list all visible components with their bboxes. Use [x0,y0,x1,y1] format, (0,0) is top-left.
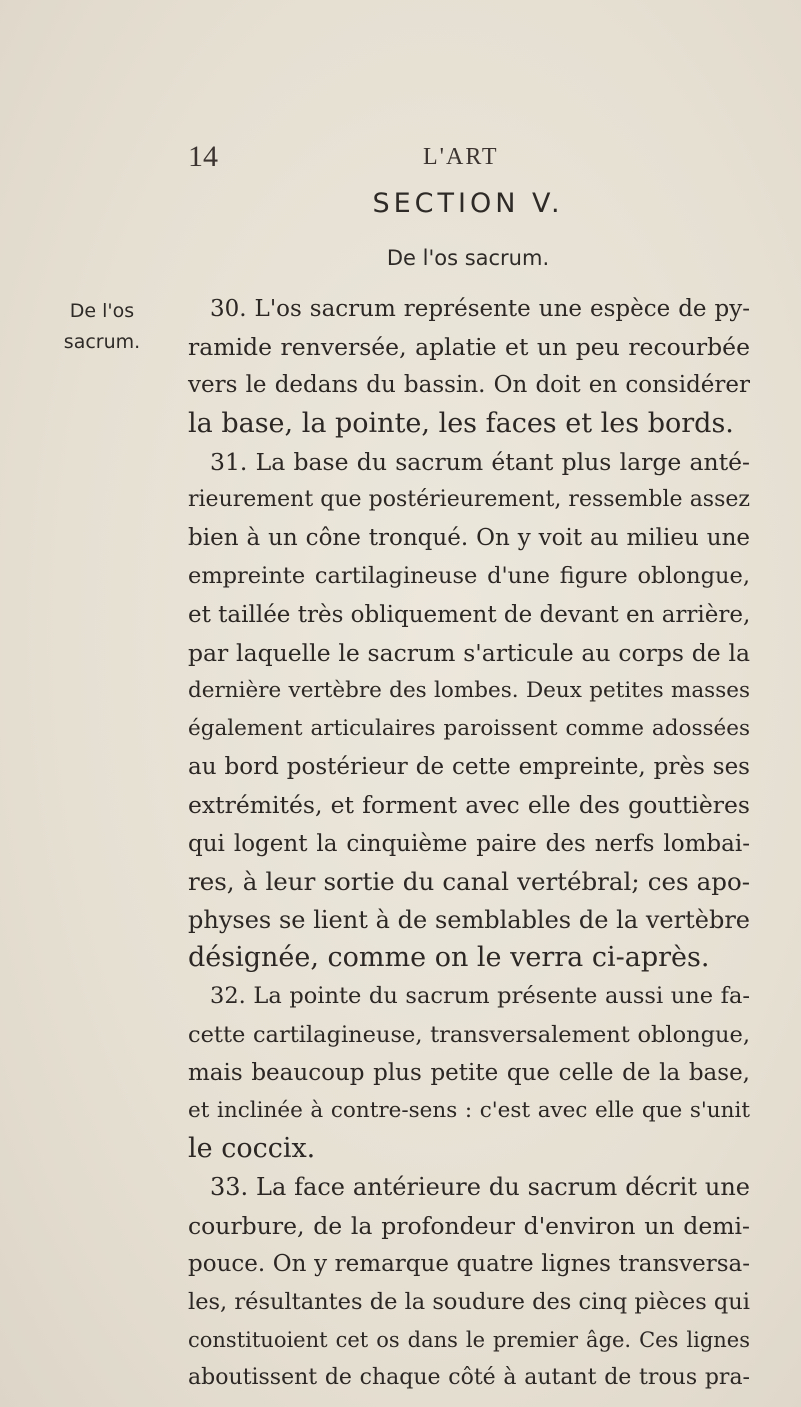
text-line: et taillée très obliquement de devant en arrière, [188,601,751,628]
text-line: empreinte cartilagineuse d'une figure oblongue, [188,563,750,590]
text-line: désignée, comme on le verra ci-après. [188,942,710,974]
margin-note-line-2: sacrum. [63,331,141,353]
text-line: physes se lient à de semblables de la vertèbre [188,906,750,934]
text-line: bien à un cône tronqué. On y voit au milieu une [188,525,750,552]
text-line: 32. La pointe du sacrum présente aussi une fa- [210,983,750,1010]
text-line: au bord postérieur de cette empreinte, près ses [188,754,750,781]
text-line: qui logent la cinquième paire des nerfs lombai- [188,830,750,857]
text-line: mais beaucoup plus petite que celle de la base, [188,1059,750,1086]
text-line: également articulaires paroissent comme adossées [188,716,750,742]
text-line: courbure, de la profondeur d'environ un demi- [188,1211,750,1240]
text-line: constituoient cet os dans le premier âge. Ces lignes [188,1328,750,1353]
text-line: le coccix. [188,1133,316,1165]
text-line: rieurement que postérieurement, ressemble assez [188,486,750,512]
text-line: les, résultantes de la soudure des cinq pièces qui [188,1288,750,1315]
text-line: dernière vertèbre des lombes. Deux petites masses [188,677,750,703]
text-line: extrémités, et forment avec elle des gouttières [188,791,750,820]
running-title: L'ART [423,144,499,170]
body-text [188,290,750,1397]
text-line: et inclinée à contre-sens : c'est avec elle que s'unit [188,1097,750,1123]
text-line: par laquelle le sacrum s'articule au corps de la [188,638,750,667]
text-line: cette cartilagineuse, transversalement oblongue, [188,1021,750,1048]
text-line: 31. La base du sacrum étant plus large anté- [210,447,750,476]
page-number: 14 [188,140,218,173]
text-line: 30. L'os sacrum représente une espèce de py- [210,296,750,322]
text-line: pouce. On y remarque quatre lignes transversa- [188,1250,750,1277]
section-subtitle: De l'os sacrum. [386,246,550,270]
text-line: ramide renversée, aplatie et un peu recourbée [188,333,750,362]
text-line: aboutissent de chaque côté à autant de trous pra- [188,1365,750,1391]
section-title: SECTION V. [372,188,564,219]
margin-note-line-1: De l'os [69,300,135,322]
margin-note [52,296,152,358]
text-line: la base, la pointe, les faces et les bords. [188,407,734,439]
running-head [188,140,748,174]
text-line: vers le dedans du bassin. On doit en considérer [188,372,750,399]
text-line: 33. La face antérieure du sacrum décrit une [210,1173,750,1202]
text-line: res, à leur sortie du canal vertébral; ces apo- [188,866,750,896]
